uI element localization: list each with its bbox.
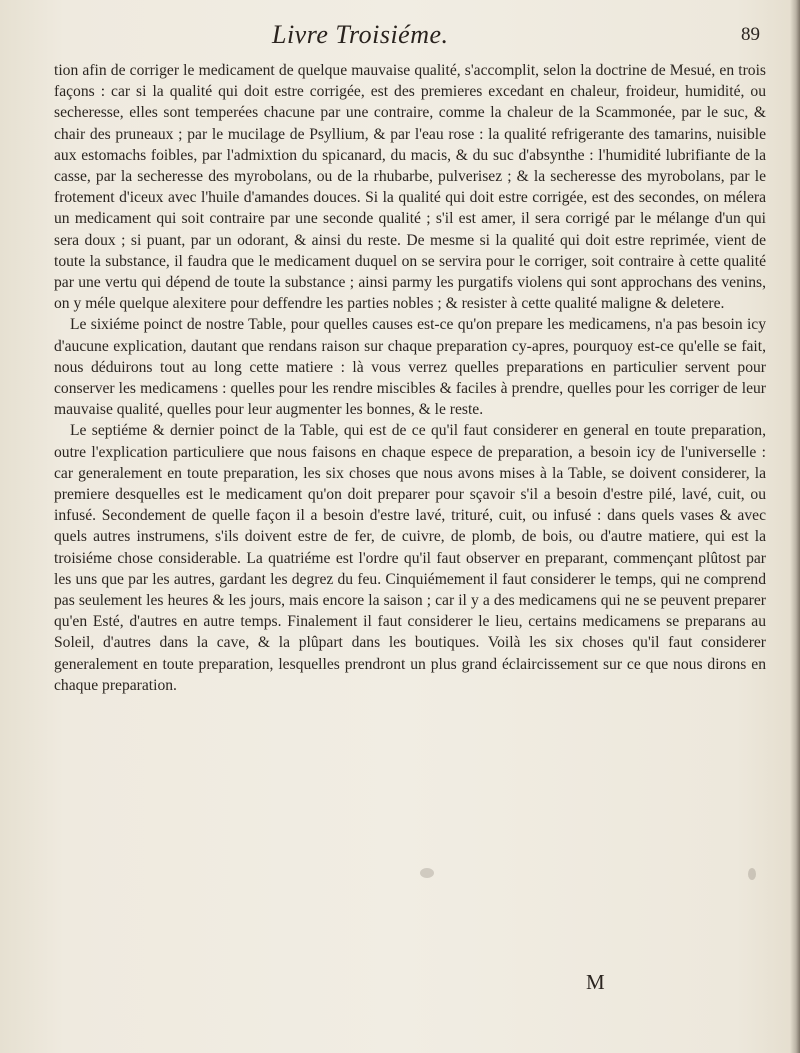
- running-title: Livre Troisiéme.: [272, 20, 449, 49]
- paragraph: tion afin de corriger le medicament de quelque mauvaise qualité, s'accomplit, selon la doctrine de Mesué, en trois façons : car si la qualité qui doit estre corrigée, est des premieres excedant en chaleur, froideur, humidité, ou secheresse, elles sont temperées chacune par une contraire, comme la chaleur de la Scammonée, par le suc, & chair des pruneaux ; par le mucilage de Psyllium, & par l'eau rose : la qualité refrigerante des tamarins, nuisible aux estomachs foibles, par l'admixtion du spicanard, du macis, & du suc d'absynthe : l'humidité lubrifiante de la casse, par la secheresse des myrobolans, ou de la rhubarbe, pulverisez ; & la secheresse des myrobolans, par le frotement d'iceux avec l'huile d'amandes douces. Si la qualité qui doit estre corrigée, est des secondes, on mélera un medicament qui soit contraire par une seconde qualité ; s'il est amer, il sera corrigé par le mélange d'un qui sera doux ; si puant, par un odorant, & ainsi du reste. De mesme si la qualité qui doit estre reprimée, vient de toute la substance, il faudra que le medicament duquel on se servira pour le corriger, soit contraire à cette qualité par une vertu qui dépend de toute la substance ; ainsi parmy les purgatifs violens qui sont approchans des venins, on y méle quelque alexitere pour deffendre les parties nobles ; & resister à cette qualité maligne & deletere.: [54, 62, 766, 313]
- page-header: [40, 14, 760, 54]
- ink-smudge: [420, 868, 434, 878]
- body-text: [54, 60, 766, 696]
- ink-smudge: [748, 868, 756, 880]
- paragraph: Le septiéme & dernier poinct de la Table, qui est de ce qu'il faut considerer en general en toute preparation, outre l'explication particuliere que nous faisons en chaque espece de preparation, a besoin icy de l'universelle : car generalement en toute preparation, les six choses que nous avons mises à la Table, se doivent considerer, la premiere desquelles est le medicament qu'on doit preparer pour sçavoir s'il a besoin d'estre pilé, lavé, cuit, ou infusé. Secondement de quelle façon il a besoin d'estre lavé, trituré, cuit, ou infusé : dans quels vases & avec quels autres instrumens, s'ils doivent estre de fer, de cuivre, de plomb, de bois, ou d'autre matiere, qui est la troisiéme chose considerable. La quatriéme est l'ordre qu'il faut observer en preparant, commençant plûtost par les uns que par les autres, gardant les degrez du feu. Cinquiémement il faut considerer le temps, qui ne comprend pas seulement les heures & les jours, mais encore la saison ; car il y a des medicamens qui ne se peuvent preparer qu'en Esté, d'autres en autre temps. Finalement il faut considerer le lieu, certains medicamens se preparans au Soleil, d'autres dans la cave, & la plûpart dans les boutiques. Voilà les six choses qu'il faut considerer generalement en toute preparation, lesquelles prendront un plus grand éclaircissement sur ce que nous dirons en chaque preparation.: [54, 422, 766, 694]
- page-number: 89: [741, 24, 760, 45]
- page-edge-shadow: [790, 0, 800, 1053]
- paragraph: Le sixiéme poinct de nostre Table, pour quelles causes est-ce qu'on prepare les medicamens, n'a pas besoin icy d'aucune explication, dautant que rendans raison sur chaque preparation cy-apres, pourquoy est-ce qu'elle se fait, nous déduirons tout au long cette matiere : là vous verrez quelles preparations en particulier servent pour conserver les medicamens : quelles pour les rendre miscibles & faciles à prendre, quelles pour les corriger de leur mauvaise qualité, quelles pour leur augmenter les bonnes, & le reste.: [54, 316, 766, 419]
- signature-mark: M: [586, 970, 605, 994]
